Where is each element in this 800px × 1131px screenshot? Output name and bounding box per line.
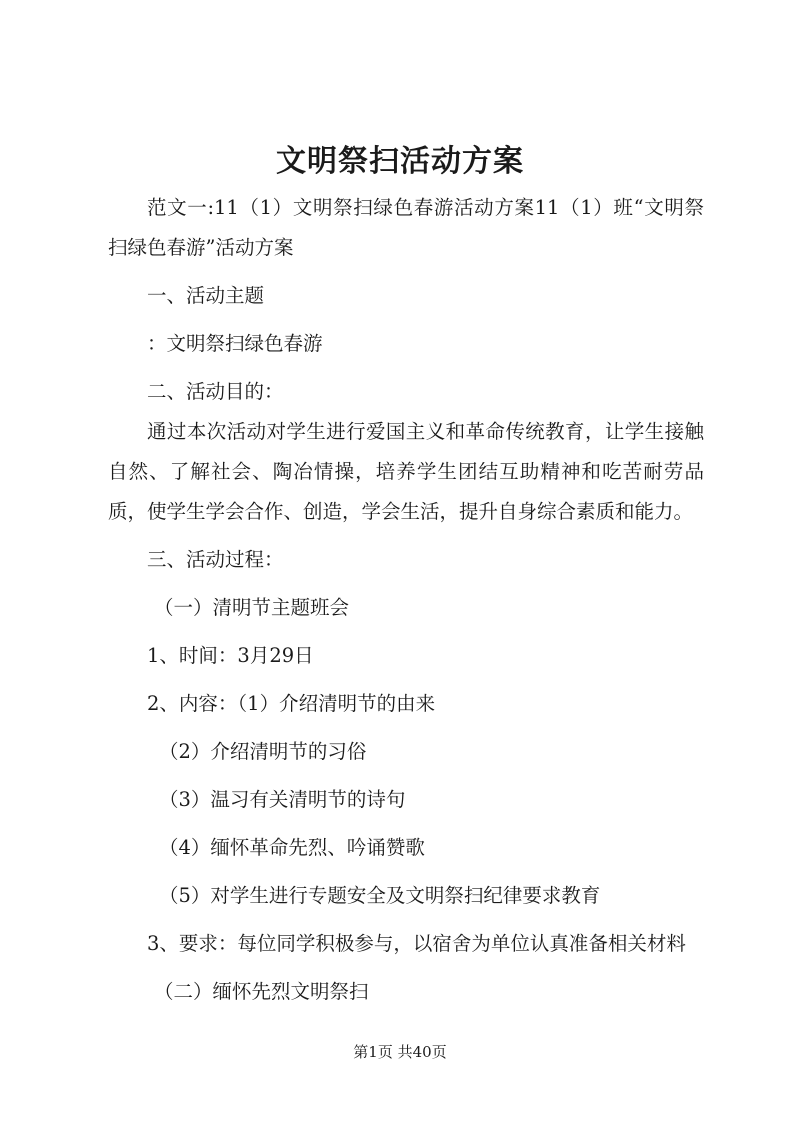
paragraph-theme-text: ：文明祭扫绿色春游 — [147, 332, 323, 355]
subheading-class-meeting: （一）清明节主题班会 — [154, 596, 350, 619]
document-title: 文明祭扫活动方案 — [276, 144, 524, 179]
list-item-customs: （2）介绍清明节的习俗 — [159, 740, 367, 763]
list-item-content: 2、内容：（1）介绍清明节的由来 — [147, 692, 436, 715]
page-footer: 第1页 共40页 — [353, 1043, 447, 1061]
heading-activity-theme: 一、活动主题 — [147, 284, 265, 307]
list-item-poems: （3）温习有关清明节的诗句 — [159, 788, 406, 811]
paragraph-purpose-text: 通过本次活动对学生进行爱国主义和革命传统教育，让学生接触自然、了解社会、陶冶情操，培养学生团结互助精神和吃苦耐劳品质，使学生学会合作、创造，学会生活，提升自身综合素质和能力。 — [108, 420, 704, 523]
list-item-martyrs: （4）缅怀革命先烈、吟诵赞歌 — [159, 836, 425, 859]
list-item-requirements: 3、要求：每位同学积极参与，以宿舍为单位认真准备相关材料 — [147, 932, 686, 955]
list-item-time: 1、时间：3月29日 — [147, 644, 314, 667]
paragraph-intro: 范文一:11（1）文明祭扫绿色春游活动方案11（1）班“文明祭扫绿色春游”活动方案 — [108, 196, 704, 259]
heading-activity-purpose: 二、活动目的： — [147, 380, 284, 403]
heading-activity-process: 三、活动过程： — [147, 548, 284, 571]
document-body — [108, 188, 704, 1012]
subheading-memorial: （二）缅怀先烈文明祭扫 — [154, 980, 369, 1003]
list-item-safety: （5）对学生进行专题安全及文明祭扫纪律要求教育 — [159, 884, 601, 907]
